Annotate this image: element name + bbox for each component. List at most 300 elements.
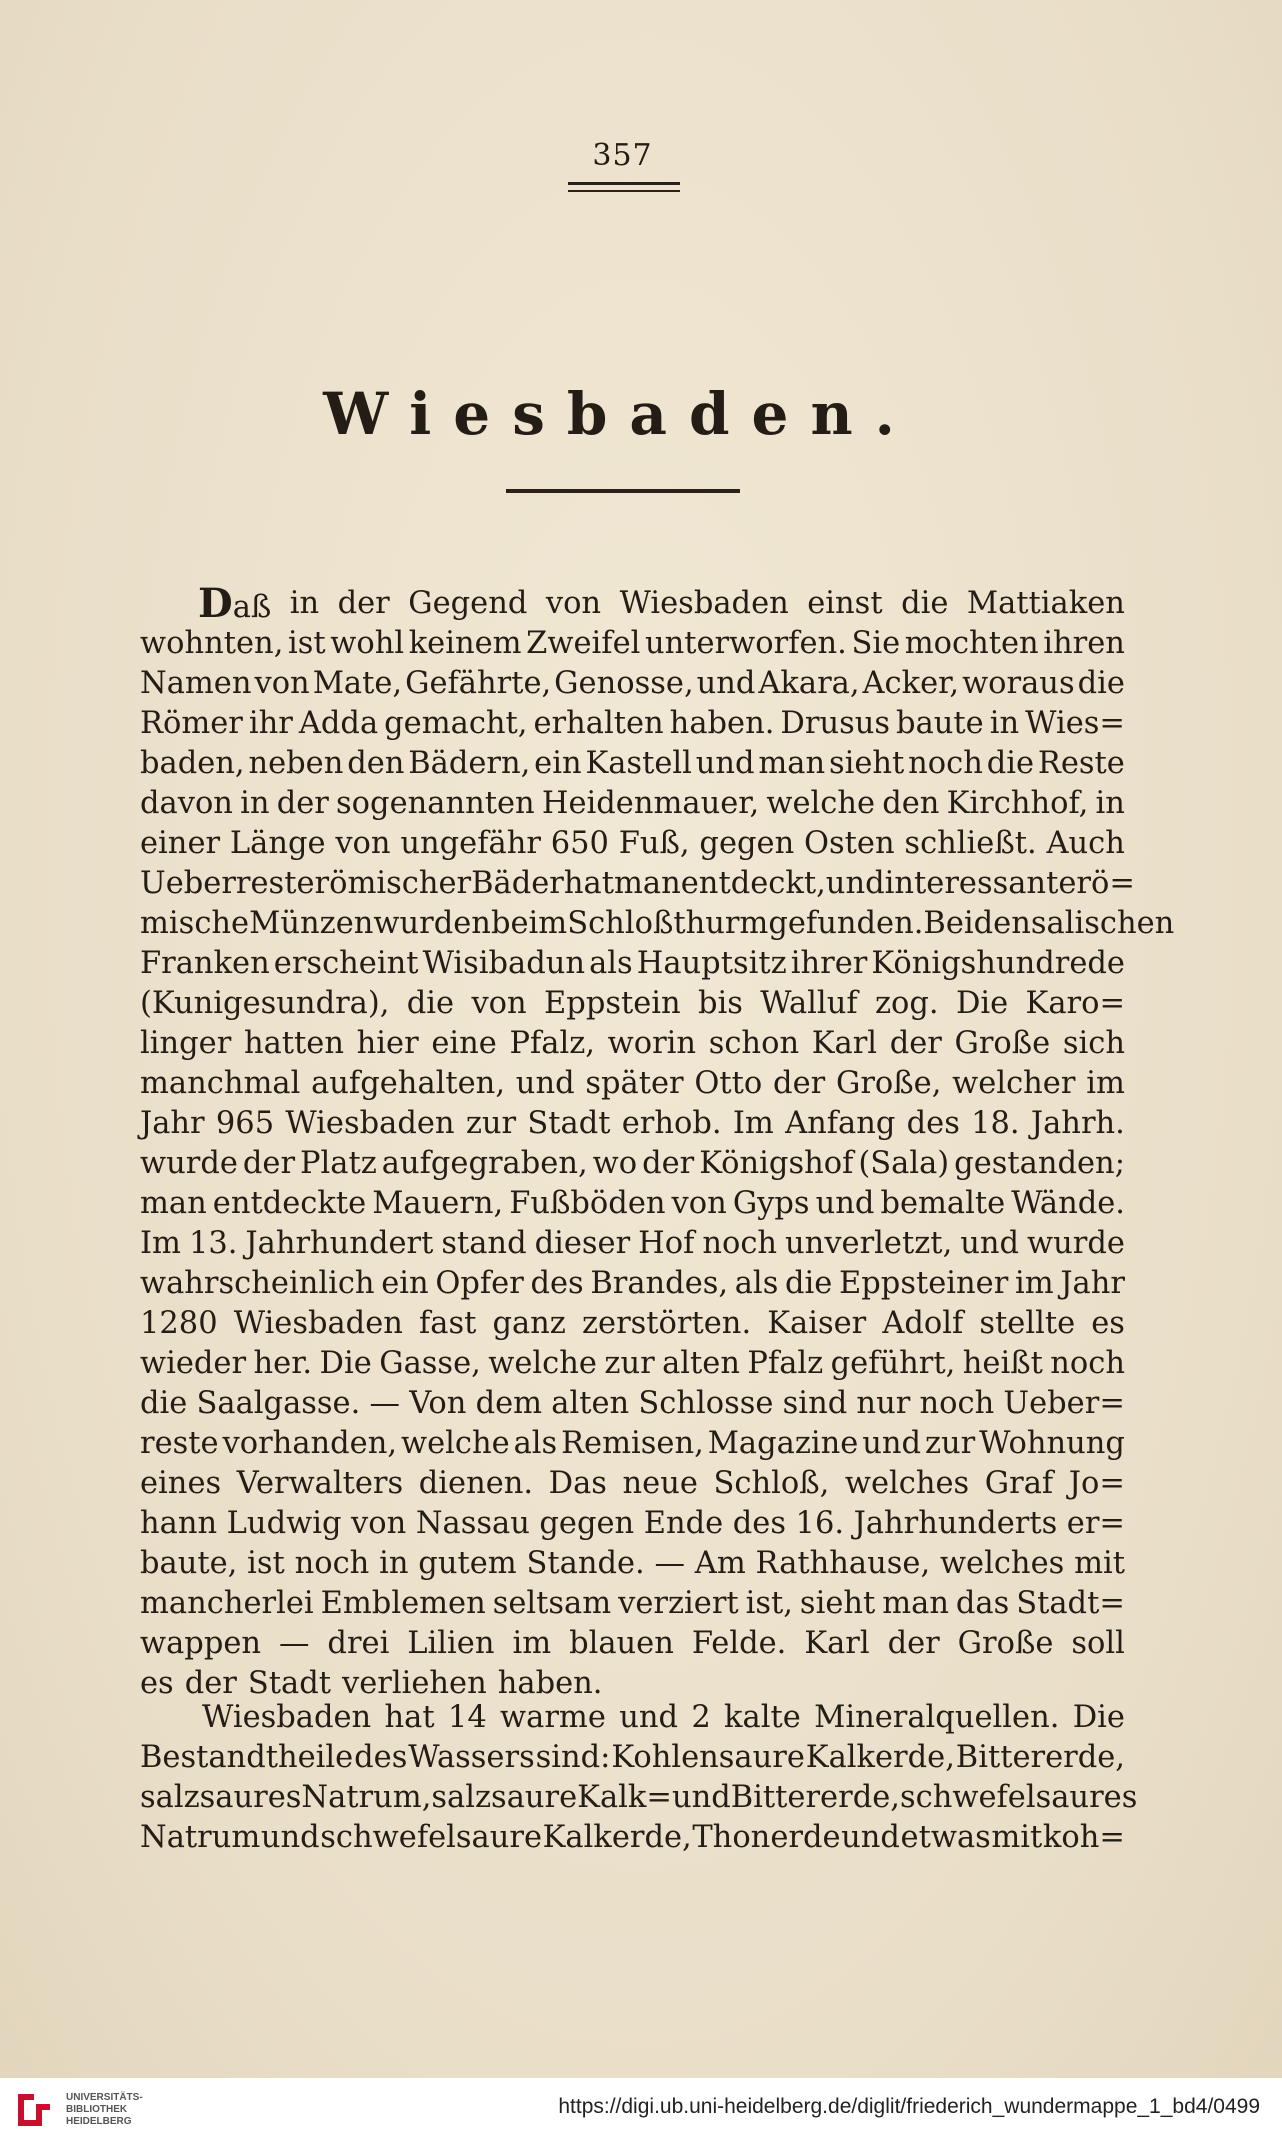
word: Heidenmauer, bbox=[541, 786, 760, 821]
text-line bbox=[140, 1584, 1125, 1624]
word: Schloßthurm bbox=[567, 906, 769, 941]
word: verziert bbox=[618, 1586, 739, 1621]
word: und bbox=[696, 666, 756, 701]
text-line bbox=[140, 1264, 1125, 1304]
word: unterworfen. bbox=[644, 626, 847, 661]
text-line bbox=[140, 1504, 1125, 1544]
word: es bbox=[140, 1666, 174, 1701]
word: davon bbox=[140, 786, 233, 821]
word: und bbox=[619, 1700, 679, 1735]
word: Natrum bbox=[140, 1820, 261, 1855]
word: Von bbox=[409, 1386, 467, 1421]
word: Pfalz, bbox=[509, 1026, 595, 1061]
word: von bbox=[335, 826, 391, 861]
word: Kalk= bbox=[577, 1780, 672, 1815]
word: in bbox=[989, 706, 1020, 741]
word: Opfer bbox=[435, 1266, 524, 1301]
word: bemalte bbox=[880, 1186, 1006, 1221]
word: Remisen, bbox=[561, 1426, 704, 1461]
logo-line: HEIDELBERG bbox=[66, 2116, 132, 2127]
word: ist bbox=[287, 626, 326, 661]
word: in bbox=[289, 586, 320, 621]
word: mancherlei bbox=[140, 1586, 314, 1621]
word: noch bbox=[919, 1386, 995, 1421]
word: (Kunigesundra), bbox=[140, 986, 390, 1021]
word: erhob. bbox=[621, 1106, 722, 1141]
text-line bbox=[140, 984, 1125, 1024]
word: haben. bbox=[669, 706, 775, 741]
word: sich bbox=[1062, 1026, 1125, 1061]
text-line bbox=[140, 1024, 1125, 1064]
word: Jahrhundert bbox=[245, 1226, 434, 1261]
word: sind: bbox=[535, 1740, 611, 1775]
word: Jahr bbox=[140, 1106, 205, 1141]
word: hatten bbox=[243, 1026, 344, 1061]
word: der bbox=[889, 1026, 942, 1061]
word: im bbox=[1086, 1066, 1125, 1101]
word: Otto bbox=[694, 1066, 763, 1101]
word: Gasse, bbox=[379, 1346, 481, 1381]
word: die bbox=[986, 746, 1035, 781]
word: Königshundrede bbox=[871, 946, 1125, 981]
word: die bbox=[1077, 666, 1125, 701]
word: Lilien bbox=[407, 1626, 495, 1661]
word: verliehen bbox=[341, 1666, 487, 1701]
word: Magazine bbox=[707, 1426, 859, 1461]
text-line bbox=[140, 1778, 1138, 1818]
word: mit bbox=[1074, 1546, 1125, 1581]
word: keinem bbox=[408, 626, 522, 661]
word: alten bbox=[551, 1386, 630, 1421]
source-url-link[interactable]: https://digi.ub.uni-heidelberg.de/diglit/friederich_wundermappe_1_bd4/0499 bbox=[558, 2095, 1260, 2118]
word: Mauern, bbox=[372, 1186, 504, 1221]
word: Jahrhunderts bbox=[853, 1506, 1058, 1541]
footer-bar bbox=[0, 2078, 1282, 2139]
word: Schlosse bbox=[638, 1386, 774, 1421]
word: Verwalters bbox=[236, 1466, 404, 1501]
word: reste bbox=[140, 1426, 219, 1461]
page-number-rule-top bbox=[568, 182, 680, 185]
word: Drusus bbox=[780, 706, 891, 741]
word: dem bbox=[475, 1386, 543, 1421]
word: dienen. bbox=[418, 1466, 534, 1501]
word: ein bbox=[381, 1266, 429, 1301]
word: Jahr bbox=[1060, 1266, 1125, 1301]
word: Adda bbox=[298, 706, 379, 741]
word: erscheint bbox=[273, 946, 419, 981]
text-line bbox=[140, 904, 1175, 944]
word: ein bbox=[534, 746, 582, 781]
word: Eppsteiner bbox=[839, 1266, 1009, 1301]
word: beim bbox=[490, 906, 568, 941]
word: her. bbox=[253, 1346, 313, 1381]
word: baute bbox=[896, 706, 984, 741]
word: noch bbox=[702, 1226, 778, 1261]
word: Römer bbox=[140, 706, 243, 741]
word: Platz bbox=[300, 1146, 377, 1181]
word: dieser bbox=[534, 1226, 631, 1261]
word: baden, bbox=[140, 746, 245, 781]
logo-line: UNIVERSITÄTS- bbox=[66, 2092, 143, 2103]
library-logo-text bbox=[66, 2092, 143, 2128]
word: Hof bbox=[638, 1226, 695, 1261]
word: Wassers bbox=[408, 1740, 535, 1775]
word: vorhanden, bbox=[222, 1426, 398, 1461]
word: und bbox=[260, 1820, 320, 1855]
text-line bbox=[140, 704, 1125, 744]
word: Zweifel bbox=[526, 626, 641, 661]
word: welches bbox=[939, 1546, 1065, 1581]
word: mische bbox=[140, 906, 250, 941]
word: als bbox=[589, 946, 633, 981]
word: Große, bbox=[835, 1066, 942, 1101]
word: Gyps bbox=[732, 1186, 810, 1221]
word: 2 bbox=[691, 1700, 711, 1735]
word: Reste bbox=[1037, 746, 1125, 781]
word: neben bbox=[248, 746, 344, 781]
word: gegen bbox=[539, 1506, 635, 1541]
word: Im bbox=[140, 1226, 181, 1261]
word: des bbox=[906, 1106, 960, 1141]
word: und bbox=[515, 1066, 575, 1101]
text-line bbox=[140, 1738, 1125, 1778]
text-line bbox=[140, 1624, 1125, 1664]
word: welcher bbox=[952, 1066, 1076, 1101]
word: Schloß, bbox=[713, 1466, 830, 1501]
text-line bbox=[140, 580, 1125, 627]
word: Mineralquellen. bbox=[814, 1700, 1060, 1735]
word: worin bbox=[607, 1026, 697, 1061]
word: des bbox=[530, 1266, 584, 1301]
word: und bbox=[825, 866, 885, 901]
word: Daß bbox=[198, 580, 272, 627]
word: Mattiaken bbox=[966, 586, 1125, 621]
word: und bbox=[671, 1780, 731, 1815]
word: stand bbox=[441, 1226, 527, 1261]
word: Felde. bbox=[691, 1626, 787, 1661]
text-line bbox=[140, 1384, 1125, 1424]
word: Emblemen bbox=[320, 1586, 486, 1621]
word: Stadt bbox=[527, 1106, 611, 1141]
word: Wisibadun bbox=[422, 946, 586, 981]
word: Nassau bbox=[415, 1506, 530, 1541]
word: Wiesbaden bbox=[619, 586, 789, 621]
word: die bbox=[406, 986, 455, 1021]
word: welche bbox=[766, 786, 876, 821]
text-line bbox=[140, 1464, 1125, 1504]
word: Karo= bbox=[1025, 986, 1125, 1021]
word: 650 bbox=[550, 826, 609, 861]
word: Große bbox=[957, 1626, 1054, 1661]
word: sogenannten bbox=[336, 786, 535, 821]
word: der bbox=[276, 786, 329, 821]
text-line bbox=[140, 824, 1125, 864]
text-line bbox=[140, 944, 1125, 984]
word: 16. bbox=[795, 1506, 845, 1541]
text-line bbox=[140, 1424, 1125, 1464]
word: zog. bbox=[874, 986, 939, 1021]
word: wo bbox=[592, 1146, 638, 1181]
word: schließt. bbox=[904, 826, 1037, 861]
word: heißt bbox=[962, 1346, 1043, 1381]
word: Münzen bbox=[249, 906, 374, 941]
word: wahrscheinlich bbox=[140, 1266, 375, 1301]
word: Walluf bbox=[760, 986, 858, 1021]
word: mit bbox=[991, 1820, 1043, 1855]
word: des bbox=[732, 1506, 786, 1541]
logo-line: BIBLIOTHEK bbox=[66, 2104, 128, 2115]
word: von bbox=[545, 586, 602, 621]
university-logo-icon bbox=[14, 2090, 54, 2130]
word: das bbox=[955, 1586, 1010, 1621]
text-line bbox=[140, 624, 1125, 664]
word: (Sala) bbox=[858, 1146, 950, 1181]
word: — bbox=[654, 1546, 686, 1581]
word: Wiesbaden bbox=[285, 1106, 455, 1141]
word: sieht bbox=[799, 1586, 876, 1621]
word: Ueberreste bbox=[140, 866, 315, 901]
word: mochten bbox=[904, 626, 1039, 661]
word: Wies= bbox=[1025, 706, 1125, 741]
word: wurden bbox=[373, 906, 491, 941]
word: Ludwig bbox=[226, 1506, 342, 1541]
word: Auch bbox=[1046, 826, 1125, 861]
word: Wohnung bbox=[979, 1426, 1125, 1461]
word: von bbox=[471, 986, 527, 1021]
word: Ende bbox=[643, 1506, 724, 1541]
word: er= bbox=[1066, 1506, 1125, 1541]
word: im bbox=[512, 1626, 552, 1661]
word: manchmal bbox=[140, 1066, 301, 1101]
word: unverletzt, bbox=[785, 1226, 953, 1261]
word: soll bbox=[1071, 1626, 1125, 1661]
word: Mate, bbox=[312, 666, 403, 701]
word: man bbox=[140, 1186, 207, 1221]
word: Jahrh. bbox=[1030, 1106, 1125, 1141]
word: Jo= bbox=[1068, 1466, 1125, 1501]
text-line bbox=[140, 1818, 1125, 1858]
word: welche bbox=[400, 1426, 510, 1461]
word: ihrer bbox=[790, 946, 868, 981]
word: Acker, bbox=[862, 666, 960, 701]
word: der bbox=[184, 1666, 237, 1701]
text-line bbox=[140, 784, 1125, 824]
word: von bbox=[254, 666, 310, 701]
word: 1280 bbox=[140, 1306, 218, 1341]
word: und bbox=[815, 1186, 875, 1221]
chapter-title: Wiesbaden. bbox=[323, 380, 917, 448]
word: stellte bbox=[979, 1306, 1076, 1341]
word: Stande. bbox=[526, 1546, 645, 1581]
text-line bbox=[140, 1064, 1125, 1104]
word: Sie bbox=[851, 626, 901, 661]
word: der bbox=[242, 1146, 296, 1181]
word: Im bbox=[732, 1106, 774, 1141]
word: der bbox=[337, 586, 390, 621]
word: Das bbox=[548, 1466, 607, 1501]
word: ungefähr bbox=[400, 826, 541, 861]
word: erhalten bbox=[533, 706, 664, 741]
word: wohnten, bbox=[140, 626, 284, 661]
word: als bbox=[734, 1266, 779, 1301]
word: schon bbox=[708, 1026, 800, 1061]
word: Karl bbox=[804, 1626, 870, 1661]
word: 18. bbox=[971, 1106, 1020, 1141]
word: man bbox=[614, 866, 681, 901]
word: 14 bbox=[447, 1700, 487, 1735]
word: Königshof bbox=[699, 1146, 854, 1181]
word: römischer bbox=[314, 866, 472, 901]
word: gegen bbox=[699, 826, 795, 861]
paragraph-1 bbox=[140, 580, 1175, 1704]
word: aufgegraben, bbox=[381, 1146, 588, 1181]
word: und bbox=[960, 1226, 1020, 1261]
word: Osten bbox=[804, 826, 895, 861]
word: Hauptsitz bbox=[636, 946, 787, 981]
word: Am bbox=[694, 1546, 746, 1581]
word: Bädern, bbox=[408, 746, 531, 781]
word: Graf bbox=[984, 1466, 1054, 1501]
page-number: 357 bbox=[592, 138, 653, 173]
word: in bbox=[240, 786, 270, 821]
text-line bbox=[140, 1224, 1125, 1264]
word: gutem bbox=[418, 1546, 517, 1581]
word: 965 bbox=[215, 1106, 275, 1141]
word: warme bbox=[500, 1700, 606, 1735]
text-line bbox=[140, 864, 1135, 904]
word: ist bbox=[247, 1546, 285, 1581]
word: eine bbox=[431, 1026, 497, 1061]
word: Kaiser bbox=[767, 1306, 867, 1341]
word: gemacht, bbox=[384, 706, 528, 741]
word: fast bbox=[418, 1306, 477, 1341]
word: schwefelsaure bbox=[320, 1820, 543, 1855]
word: den bbox=[973, 906, 1031, 941]
word: den bbox=[882, 786, 940, 821]
word: und bbox=[841, 1820, 900, 1855]
word: ganz bbox=[492, 1306, 566, 1341]
word: Franken bbox=[140, 946, 270, 981]
word: Bestandtheile bbox=[140, 1740, 354, 1775]
text-line bbox=[140, 1104, 1125, 1144]
word: der bbox=[887, 1626, 940, 1661]
word: Länge bbox=[229, 826, 326, 861]
word: Eppstein bbox=[544, 986, 681, 1021]
word: Große bbox=[954, 1026, 1051, 1061]
word: zerstörten. bbox=[581, 1306, 752, 1341]
word: später bbox=[585, 1066, 684, 1101]
word: — bbox=[278, 1626, 310, 1661]
word: Brandes, bbox=[590, 1266, 729, 1301]
word: entdeckt, bbox=[680, 866, 826, 901]
word: aufgehalten, bbox=[311, 1066, 506, 1101]
word: noch bbox=[908, 746, 983, 781]
word: Karl bbox=[811, 1026, 878, 1061]
word: den bbox=[347, 746, 405, 781]
word: wohl bbox=[330, 626, 405, 661]
text-line bbox=[140, 1344, 1125, 1384]
word: zur bbox=[604, 1346, 655, 1381]
word: Pfalz bbox=[747, 1346, 824, 1381]
word: entdeckte bbox=[212, 1186, 367, 1221]
word: drei bbox=[327, 1626, 390, 1661]
word: Kalkerde, bbox=[542, 1820, 692, 1855]
word: man bbox=[882, 1586, 949, 1621]
word: Stadt= bbox=[1016, 1586, 1125, 1621]
word: Gefährte, bbox=[405, 666, 552, 701]
word: gestanden; bbox=[954, 1146, 1125, 1181]
word: Wiesbaden bbox=[233, 1306, 403, 1341]
text-line bbox=[140, 1144, 1125, 1184]
word: und bbox=[862, 1426, 922, 1461]
word: koh= bbox=[1042, 1820, 1125, 1855]
word: Ueber= bbox=[1003, 1386, 1125, 1421]
word: Fuß, bbox=[618, 826, 690, 861]
word: Kalkerde, bbox=[805, 1740, 955, 1775]
word: baute, bbox=[140, 1546, 238, 1581]
word: Genosse, bbox=[554, 666, 694, 701]
word: Wände. bbox=[1011, 1186, 1125, 1221]
word: Die bbox=[319, 1346, 372, 1381]
word: salischen bbox=[1030, 906, 1175, 941]
word: der bbox=[773, 1066, 826, 1101]
word: eines bbox=[140, 1466, 222, 1501]
word: Adolf bbox=[882, 1306, 964, 1341]
word: ihr bbox=[248, 706, 293, 741]
word: interessante bbox=[884, 866, 1077, 901]
word: hier bbox=[356, 1026, 419, 1061]
text-line bbox=[140, 1698, 1125, 1738]
word: in bbox=[379, 1546, 409, 1581]
word: etwas bbox=[900, 1820, 991, 1855]
word: Anfang bbox=[785, 1106, 896, 1141]
word: salzsaure bbox=[431, 1780, 578, 1815]
word: alten bbox=[662, 1346, 740, 1381]
word: salzsaures bbox=[140, 1780, 302, 1815]
word: rö= bbox=[1076, 866, 1135, 901]
word: kalte bbox=[724, 1700, 801, 1735]
word: Rathhause, bbox=[755, 1546, 931, 1581]
word: von bbox=[671, 1186, 727, 1221]
title-rule bbox=[506, 489, 740, 493]
paragraph-2 bbox=[140, 1698, 1138, 1858]
word: Namen bbox=[140, 666, 252, 701]
word: wurde bbox=[1026, 1226, 1125, 1261]
word: Wiesbaden bbox=[202, 1700, 372, 1735]
word: welche bbox=[488, 1346, 597, 1381]
word: Gegend bbox=[408, 586, 528, 621]
word: Saalgasse. bbox=[196, 1386, 361, 1421]
word: die bbox=[785, 1266, 833, 1301]
word: wieder bbox=[140, 1346, 247, 1381]
word: einst bbox=[807, 586, 883, 621]
text-line bbox=[140, 1184, 1125, 1224]
word: welches bbox=[844, 1466, 970, 1501]
drop-initial: D bbox=[198, 580, 233, 627]
word: zur bbox=[924, 1426, 976, 1461]
word: ist, bbox=[745, 1586, 793, 1621]
word: sieht bbox=[828, 746, 905, 781]
word: Kastell bbox=[585, 746, 692, 781]
word: neue bbox=[622, 1466, 698, 1501]
word: Thonerde bbox=[692, 1820, 841, 1855]
word: blauen bbox=[569, 1626, 674, 1661]
word: Fußböden bbox=[509, 1186, 666, 1221]
word: linger bbox=[140, 1026, 232, 1061]
word: von bbox=[351, 1506, 407, 1541]
word: woraus bbox=[962, 666, 1075, 701]
word: Akara, bbox=[758, 666, 860, 701]
